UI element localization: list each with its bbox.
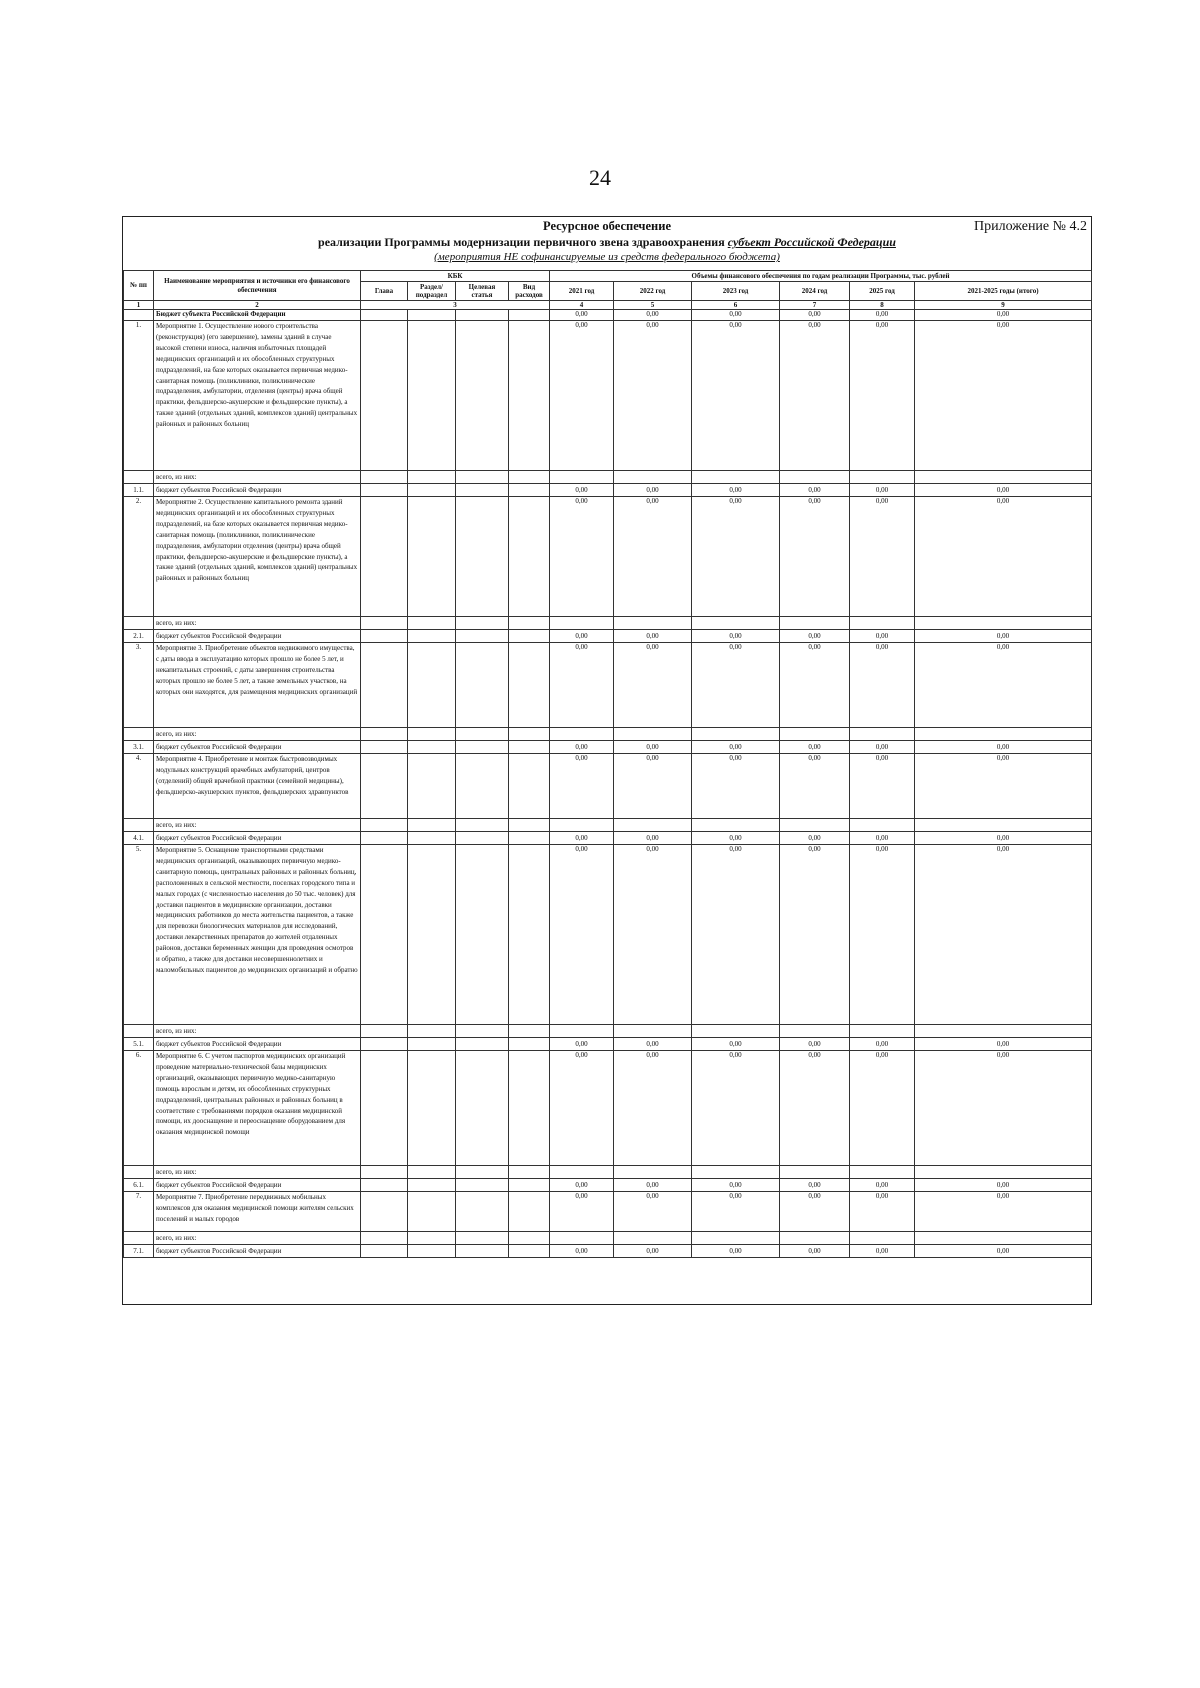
measure-total-row bbox=[124, 471, 1092, 484]
measure-value: 0,00 bbox=[915, 643, 1092, 728]
measure-value: 0,00 bbox=[850, 845, 915, 1025]
measure-total-label: всего, из них: bbox=[154, 1166, 361, 1179]
measure-value: 0,00 bbox=[780, 1192, 850, 1232]
measure-source-row bbox=[124, 1245, 1092, 1258]
measure-source-number: 6.1. bbox=[124, 1179, 154, 1192]
header-volumes: Объемы финансового обеспечения по годам реализации Программы, тыс. рублей bbox=[550, 271, 1092, 282]
measure-value: 0,00 bbox=[550, 321, 614, 471]
measures-body bbox=[124, 321, 1092, 1258]
measure-value: 0,00 bbox=[614, 845, 692, 1025]
measure-source-value: 0,00 bbox=[850, 1179, 915, 1192]
measure-value: 0,00 bbox=[550, 1051, 614, 1166]
measure-source-label: бюджет субъектов Российской Федерации bbox=[154, 1245, 361, 1258]
measure-value: 0,00 bbox=[692, 497, 780, 617]
title-line-1: Ресурсное обеспечение bbox=[542, 219, 671, 233]
col-number: 2 bbox=[154, 301, 361, 310]
measure-value: 0,00 bbox=[915, 497, 1092, 617]
measure-source-value: 0,00 bbox=[780, 1179, 850, 1192]
measure-description: Мероприятие 4. Приобретение и монтаж быстровозводимых модульных конструкций врачебных амбулаторий, центров (отделений) общей врачебной практики (семейной медицины), фельдшерско-акушерских пунктов, фельдшерских здравпунктов bbox=[154, 754, 361, 819]
measure-source-value: 0,00 bbox=[915, 741, 1092, 754]
measure-value: 0,00 bbox=[614, 1051, 692, 1166]
header-year-2021: 2021 год bbox=[550, 282, 614, 301]
measure-source-number: 2.1. bbox=[124, 630, 154, 643]
measure-value: 0,00 bbox=[614, 497, 692, 617]
measure-source-number: 4.1. bbox=[124, 832, 154, 845]
measure-value: 0,00 bbox=[915, 754, 1092, 819]
measure-value: 0,00 bbox=[915, 845, 1092, 1025]
measure-row bbox=[124, 497, 1092, 617]
budget-value: 0,00 bbox=[614, 310, 692, 321]
measure-source-value: 0,00 bbox=[915, 1179, 1092, 1192]
measure-value: 0,00 bbox=[915, 1192, 1092, 1232]
header-year-2025: 2025 год bbox=[850, 282, 915, 301]
measure-value: 0,00 bbox=[550, 497, 614, 617]
measure-source-value: 0,00 bbox=[692, 741, 780, 754]
measure-value: 0,00 bbox=[915, 321, 1092, 471]
measure-source-value: 0,00 bbox=[915, 832, 1092, 845]
measure-number: 3. bbox=[124, 643, 154, 728]
measure-total-row bbox=[124, 728, 1092, 741]
measure-description: Мероприятие 3. Приобретение объектов недвижимого имущества, с даты ввода в эксплуатацию которых прошло не более 5 лет, и некапитальных строений, с даты завершения строительства которых прошло не более 5 лет, а также земельных участков, на которых они находятся, для размещения медицинских организаций bbox=[154, 643, 361, 728]
measure-source-value: 0,00 bbox=[850, 741, 915, 754]
measure-value: 0,00 bbox=[614, 643, 692, 728]
col-number: 6 bbox=[692, 301, 780, 310]
measure-source-value: 0,00 bbox=[780, 1038, 850, 1051]
measure-source-value: 0,00 bbox=[614, 832, 692, 845]
title-line-3: (мероприятия НЕ софинансируемые из средств федерального бюджета) bbox=[434, 251, 780, 263]
measure-source-value: 0,00 bbox=[614, 630, 692, 643]
measure-source-value: 0,00 bbox=[550, 1179, 614, 1192]
measure-source-value: 0,00 bbox=[550, 1245, 614, 1258]
header-year-total: 2021-2025 годы (итого) bbox=[915, 282, 1092, 301]
header-kbk-target: Целевая статья bbox=[456, 282, 509, 301]
measure-total-row bbox=[124, 819, 1092, 832]
title-line-2-subject: субъект Российской Федерации bbox=[727, 235, 896, 249]
header-kbk-chapter: Глава bbox=[361, 282, 408, 301]
title-line-2 bbox=[123, 235, 1091, 250]
measure-source-value: 0,00 bbox=[614, 1245, 692, 1258]
measure-source-label: бюджет субъектов Российской Федерации bbox=[154, 1179, 361, 1192]
measure-source-value: 0,00 bbox=[915, 1245, 1092, 1258]
header-kbk-section: Раздел/ подраздел bbox=[408, 282, 456, 301]
measure-source-value: 0,00 bbox=[915, 484, 1092, 497]
budget-label: Бюджет субъекта Российской Федерации bbox=[154, 310, 361, 321]
measure-source-number: 3.1. bbox=[124, 741, 154, 754]
measure-source-value: 0,00 bbox=[614, 484, 692, 497]
measure-number: 5. bbox=[124, 845, 154, 1025]
measure-source-row bbox=[124, 832, 1092, 845]
measure-value: 0,00 bbox=[692, 1192, 780, 1232]
measure-source-label: бюджет субъектов Российской Федерации bbox=[154, 832, 361, 845]
header-year-2024: 2024 год bbox=[780, 282, 850, 301]
measure-source-value: 0,00 bbox=[780, 832, 850, 845]
measure-number: 6. bbox=[124, 1051, 154, 1166]
measure-source-value: 0,00 bbox=[780, 484, 850, 497]
col-number: 9 bbox=[915, 301, 1092, 310]
measure-source-value: 0,00 bbox=[614, 1179, 692, 1192]
col-number: 5 bbox=[614, 301, 692, 310]
measure-value: 0,00 bbox=[614, 321, 692, 471]
measure-value: 0,00 bbox=[692, 845, 780, 1025]
measure-source-row bbox=[124, 484, 1092, 497]
budget-value: 0,00 bbox=[692, 310, 780, 321]
measure-source-value: 0,00 bbox=[550, 484, 614, 497]
measure-source-label: бюджет субъектов Российской Федерации bbox=[154, 630, 361, 643]
measure-source-label: бюджет субъектов Российской Федерации bbox=[154, 484, 361, 497]
measure-value: 0,00 bbox=[550, 754, 614, 819]
measure-value: 0,00 bbox=[850, 1051, 915, 1166]
header-year-2022: 2022 год bbox=[614, 282, 692, 301]
measure-value: 0,00 bbox=[850, 754, 915, 819]
measure-source-value: 0,00 bbox=[550, 832, 614, 845]
measure-total-label: всего, из них: bbox=[154, 1025, 361, 1038]
measure-source-value: 0,00 bbox=[692, 1038, 780, 1051]
measure-source-value: 0,00 bbox=[692, 1245, 780, 1258]
measure-total-label: всего, из них: bbox=[154, 728, 361, 741]
resource-table bbox=[123, 270, 1092, 1258]
measure-number: 7. bbox=[124, 1192, 154, 1232]
measure-source-value: 0,00 bbox=[850, 1038, 915, 1051]
measure-source-value: 0,00 bbox=[692, 630, 780, 643]
measure-value: 0,00 bbox=[780, 497, 850, 617]
measure-source-label: бюджет субъектов Российской Федерации bbox=[154, 741, 361, 754]
measure-total-label: всего, из них: bbox=[154, 1232, 361, 1245]
measure-source-row bbox=[124, 741, 1092, 754]
col-number: 8 bbox=[850, 301, 915, 310]
measure-value: 0,00 bbox=[780, 1051, 850, 1166]
header-kbk-type: Вид расходов bbox=[509, 282, 550, 301]
budget-value: 0,00 bbox=[780, 310, 850, 321]
measure-row bbox=[124, 643, 1092, 728]
measure-source-value: 0,00 bbox=[780, 1245, 850, 1258]
measure-total-row bbox=[124, 1166, 1092, 1179]
budget-value: 0,00 bbox=[550, 310, 614, 321]
measure-source-number: 1.1. bbox=[124, 484, 154, 497]
measure-source-row bbox=[124, 630, 1092, 643]
page-number: 24 bbox=[589, 165, 611, 190]
header-num: № пп bbox=[124, 271, 154, 301]
measure-source-row bbox=[124, 1038, 1092, 1051]
measure-total-label: всего, из них: bbox=[154, 819, 361, 832]
measure-row bbox=[124, 1192, 1092, 1232]
budget-value: 0,00 bbox=[850, 310, 915, 321]
measure-value: 0,00 bbox=[850, 321, 915, 471]
measure-value: 0,00 bbox=[550, 643, 614, 728]
measure-source-value: 0,00 bbox=[550, 1038, 614, 1051]
measure-row bbox=[124, 754, 1092, 819]
measure-source-value: 0,00 bbox=[915, 1038, 1092, 1051]
measure-description: Мероприятие 5. Оснащение транспортными средствами медицинских организаций, оказывающих первичную медико-санитарную помощь, центральных районных и районных больниц, расположенных в сельской местности, поселках городского типа и малых городах (с численностью населения до 50 тыс. человек) для доставки пациентов в медицинские организации, доставки медицинских работников до места жительства пациентов, а также для перевозки биологических материалов для исследований, доставки лекарственных препаратов до жителей отдаленных районов, доставки беременных женщин для проведения осмотров и обратно, а также для доставки несовершеннолетних и маломобильных пациентов до медицинских организаций и обратно bbox=[154, 845, 361, 1025]
appendix-label: Приложение № 4.2 bbox=[974, 219, 1087, 234]
measure-source-value: 0,00 bbox=[850, 484, 915, 497]
budget-value: 0,00 bbox=[915, 310, 1092, 321]
measure-source-value: 0,00 bbox=[915, 630, 1092, 643]
measure-value: 0,00 bbox=[692, 1051, 780, 1166]
measure-value: 0,00 bbox=[692, 643, 780, 728]
measure-value: 0,00 bbox=[692, 321, 780, 471]
budget-row bbox=[124, 310, 1092, 321]
title-line-2-prefix: реализации Программы модернизации первичного звена здравоохранения bbox=[318, 235, 728, 249]
measure-description: Мероприятие 1. Осуществление нового строительства (реконструкция) (его завершение), замены зданий в случае высокой степени износа, наличия избыточных площадей медицинских организаций и их обособленных структурных подразделений, на базе которых оказывается первичная медико-санитарная помощь (поликлиники, поликлинические подразделения, амбулатории, отделения (центры) врача общей практики, фельдшерско-акушерские и фельдшерские пункты), а также зданий (отдельных зданий, комплексов зданий) центральных районных и районных больниц bbox=[154, 321, 361, 471]
measure-row bbox=[124, 845, 1092, 1025]
measure-source-value: 0,00 bbox=[550, 741, 614, 754]
measure-row bbox=[124, 321, 1092, 471]
measure-description: Мероприятие 6. С учетом паспортов медицинских организаций проведение материально-технической базы медицинских организаций, оказывающих первичную медико-санитарную помощь взрослым и детям, их обособленных структурных подразделений, центральных районных и районных больниц в соответствие с требованиями порядков оказания медицинской помощи, их дооснащение и переоснащение оборудованием для оказания медицинской помощи bbox=[154, 1051, 361, 1166]
measure-value: 0,00 bbox=[780, 754, 850, 819]
col-number: 7 bbox=[780, 301, 850, 310]
col-number: 3 bbox=[361, 301, 550, 310]
measure-value: 0,00 bbox=[614, 754, 692, 819]
measure-value: 0,00 bbox=[780, 321, 850, 471]
measure-source-label: бюджет субъектов Российской Федерации bbox=[154, 1038, 361, 1051]
measure-description: Мероприятие 7. Приобретение передвижных мобильных комплексов для оказания медицинской помощи жителям сельских поселений и малых городов bbox=[154, 1192, 361, 1232]
measure-value: 0,00 bbox=[780, 643, 850, 728]
measure-total-row bbox=[124, 617, 1092, 630]
measure-total-row bbox=[124, 1232, 1092, 1245]
measure-source-value: 0,00 bbox=[692, 832, 780, 845]
measure-source-value: 0,00 bbox=[692, 1179, 780, 1192]
col-number: 4 bbox=[550, 301, 614, 310]
header-year-2023: 2023 год bbox=[692, 282, 780, 301]
measure-source-value: 0,00 bbox=[850, 1245, 915, 1258]
measure-source-value: 0,00 bbox=[780, 630, 850, 643]
measure-source-number: 5.1. bbox=[124, 1038, 154, 1051]
measure-source-value: 0,00 bbox=[692, 484, 780, 497]
measure-row bbox=[124, 1051, 1092, 1166]
measure-value: 0,00 bbox=[850, 1192, 915, 1232]
measure-value: 0,00 bbox=[614, 1192, 692, 1232]
measure-value: 0,00 bbox=[915, 1051, 1092, 1166]
measure-source-row bbox=[124, 1179, 1092, 1192]
measure-number: 1. bbox=[124, 321, 154, 471]
measure-number: 2. bbox=[124, 497, 154, 617]
col-number: 1 bbox=[124, 301, 154, 310]
measure-total-label: всего, из них: bbox=[154, 471, 361, 484]
measure-source-value: 0,00 bbox=[780, 741, 850, 754]
measure-total-label: всего, из них: bbox=[154, 617, 361, 630]
measure-value: 0,00 bbox=[850, 643, 915, 728]
measure-description: Мероприятие 2. Осуществление капитального ремонта зданий медицинских организаций и их обособленных структурных подразделений, на базе которых оказывается первичная медико-санитарная помощь (поликлиники, поликлинические подразделения, амбулатории отделения (центры) врача общей практики, фельдшерско-акушерские и фельдшерские пункты), а также зданий (отдельных зданий, комплексов зданий) центральных районных и районных больниц bbox=[154, 497, 361, 617]
document-header bbox=[123, 217, 1091, 270]
measure-value: 0,00 bbox=[780, 845, 850, 1025]
measure-number: 4. bbox=[124, 754, 154, 819]
measure-source-value: 0,00 bbox=[550, 630, 614, 643]
header-name: Наименование мероприятия и источники его финансового обеспечения bbox=[154, 271, 361, 301]
measure-source-value: 0,00 bbox=[614, 741, 692, 754]
measure-value: 0,00 bbox=[550, 845, 614, 1025]
measure-source-value: 0,00 bbox=[614, 1038, 692, 1051]
measure-source-value: 0,00 bbox=[850, 832, 915, 845]
resource-document bbox=[122, 216, 1092, 1305]
measure-source-value: 0,00 bbox=[850, 630, 915, 643]
measure-source-number: 7.1. bbox=[124, 1245, 154, 1258]
measure-value: 0,00 bbox=[850, 497, 915, 617]
measure-value: 0,00 bbox=[550, 1192, 614, 1232]
measure-value: 0,00 bbox=[692, 754, 780, 819]
measure-total-row bbox=[124, 1025, 1092, 1038]
header-kbk: КБК bbox=[361, 271, 550, 282]
